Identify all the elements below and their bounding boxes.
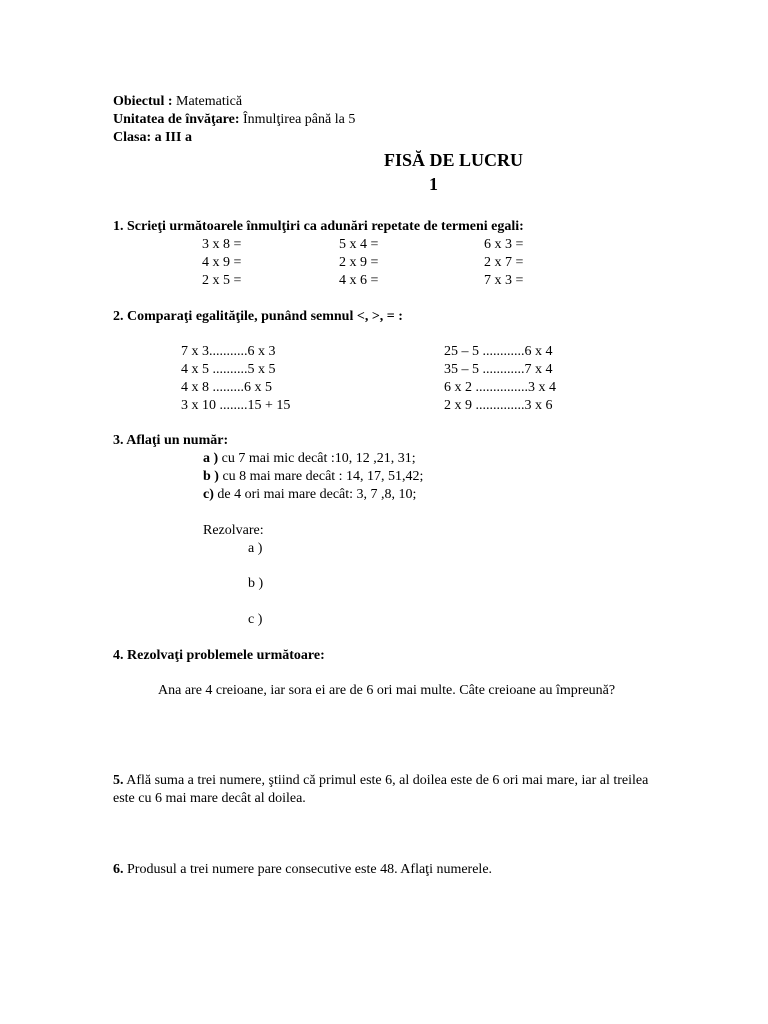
exercise3-heading: 3. Aflaţi un număr: xyxy=(113,433,229,448)
ex2-right-item: 2 x 9 ..............3 x 6 xyxy=(444,398,553,413)
ex1-cell: 2 x 9 = xyxy=(339,255,379,270)
ex1-cell: 4 x 6 = xyxy=(339,273,379,288)
ex1-cell: 2 x 5 = xyxy=(202,273,242,288)
ex3-item-label: a ) xyxy=(203,451,219,466)
ex2-right-item: 6 x 2 ...............3 x 4 xyxy=(444,380,556,395)
ex1-cell: 3 x 8 = xyxy=(202,237,242,252)
ex2-right-item: 35 – 5 ............7 x 4 xyxy=(444,362,553,377)
exercise5-number: 5. xyxy=(113,773,124,788)
unit-label: Unitatea de învăţare: xyxy=(113,112,240,127)
unit-value: Înmulţirea până la 5 xyxy=(243,112,356,127)
ex3-item-text: cu 7 mai mic decât :10, 12 ,21, 31; xyxy=(218,451,416,466)
subject-value: Matematică xyxy=(176,94,243,109)
exercise2-heading: 2. Comparaţi egalităţile, punând semnul <, >, = : xyxy=(113,309,403,324)
page-title: FISĂ DE LUCRU xyxy=(384,150,524,170)
exercise6 xyxy=(113,861,492,879)
solution-part-a: a ) xyxy=(248,541,263,556)
ex2-left-item: 4 x 5 ..........5 x 5 xyxy=(181,362,276,377)
solution-part-c: c ) xyxy=(248,612,263,627)
ex1-cell: 4 x 9 = xyxy=(202,255,242,270)
ex1-cell: 7 x 3 = xyxy=(484,273,524,288)
exercise4-heading: 4. Rezolvaţi problemele următoare: xyxy=(113,648,325,663)
ex3-item-text: de 4 ori mai mare decât: 3, 7 ,8, 10; xyxy=(213,487,417,502)
subject-line xyxy=(113,93,242,111)
exercise6-number: 6. xyxy=(113,862,124,877)
subject-label: Obiectul : xyxy=(113,94,173,109)
ex3-item-a xyxy=(203,450,416,468)
ex2-left-item: 4 x 8 .........6 x 5 xyxy=(181,380,272,395)
ex2-left-item: 3 x 10 ........15 + 15 xyxy=(181,398,291,413)
ex3-item-label: c) xyxy=(203,487,214,502)
class-line: Clasa: a III a xyxy=(113,130,192,145)
ex3-item-b xyxy=(203,468,423,486)
solution-label: Rezolvare: xyxy=(203,523,264,538)
ex1-cell: 2 x 7 = xyxy=(484,255,524,270)
page-title-number: 1 xyxy=(429,174,438,194)
ex3-item-c xyxy=(203,486,416,504)
ex1-cell: 6 x 3 = xyxy=(484,237,524,252)
exercise6-text: Produsul a trei numere pare consecutive este 48. Aflaţi numerele. xyxy=(123,862,493,877)
solution-part-b: b ) xyxy=(248,576,264,591)
exercise4-problem: Ana are 4 creioane, iar sora ei are de 6 ori mai multe. Câte creioane au împreună? xyxy=(158,683,616,698)
unit-line xyxy=(113,111,355,129)
ex2-left-item: 7 x 3...........6 x 3 xyxy=(181,344,276,359)
ex3-item-text: cu 8 mai mare decât : 14, 17, 51,42; xyxy=(218,469,424,484)
exercise5 xyxy=(113,772,658,808)
exercise5-text: Află suma a trei numere, ştiind că primul este 6, al doilea este de 6 ori mai mare, iar al treilea este cu 6 mai mare decât al doilea. xyxy=(113,773,649,806)
ex2-right-item: 25 – 5 ............6 x 4 xyxy=(444,344,553,359)
ex3-item-label: b ) xyxy=(203,469,219,484)
exercise1-heading: 1. Scrieţi următoarele înmulţiri ca adunări repetate de termeni egali: xyxy=(113,219,524,234)
ex1-cell: 5 x 4 = xyxy=(339,237,379,252)
